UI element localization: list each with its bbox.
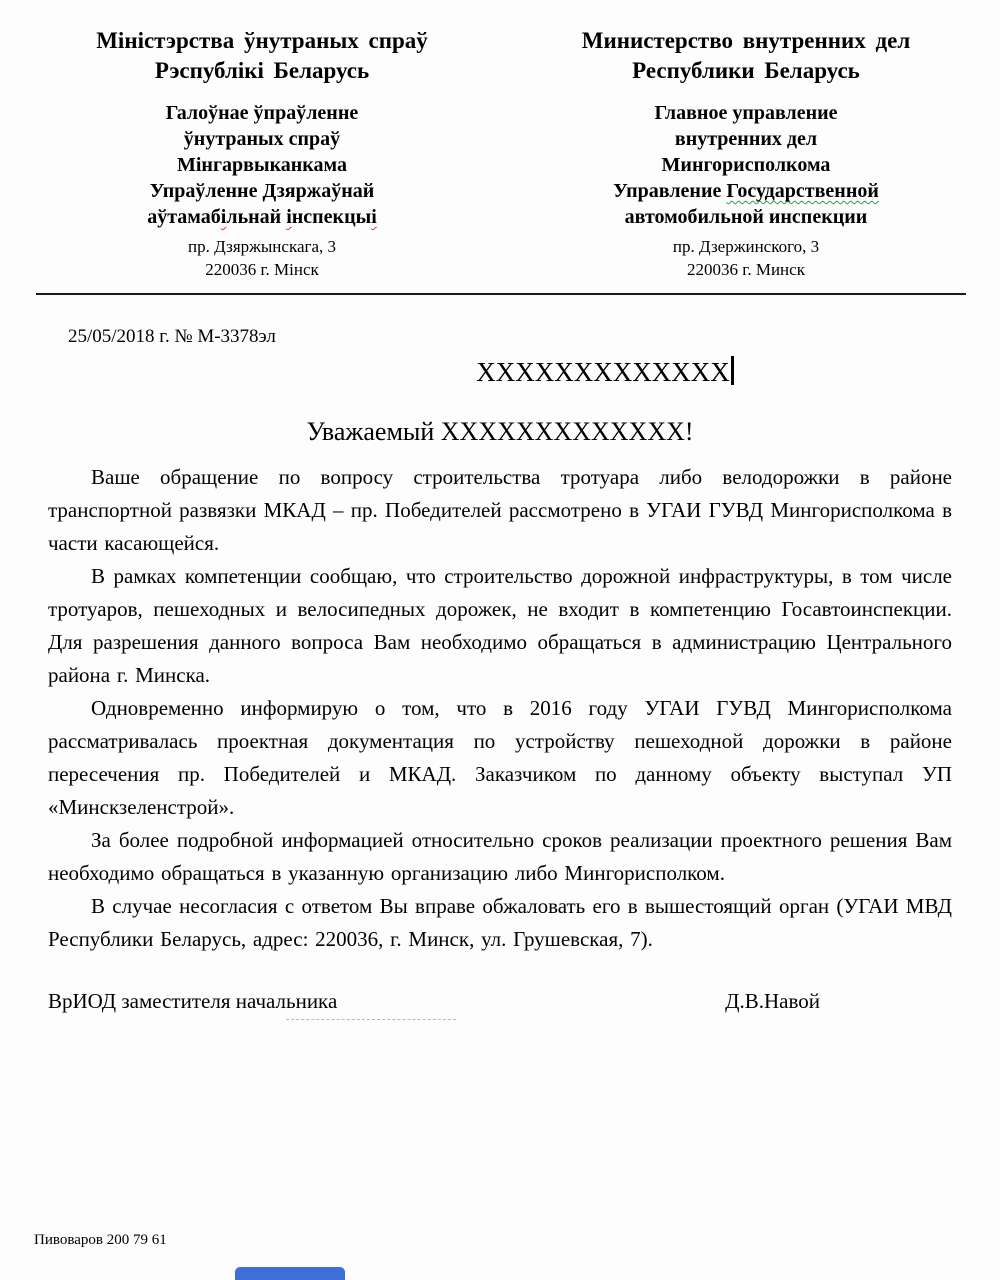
department-block-ru: Главное управление внутренних дел Мингорисполкома Управление Государственной автомобильной инспекции bbox=[613, 102, 879, 228]
paragraph-5: В случае несогласия с ответом Вы вправе обжаловать его в вышестоящий орган (УГАИ МВД Республики Беларусь, адрес: 220036, г. Минск, ул. Грушевская, 7). bbox=[48, 894, 952, 951]
signer-position: ВрИОД заместителя начальника bbox=[48, 986, 337, 1016]
address-by-city: 220036 г. Мінск bbox=[205, 260, 319, 279]
department-block-by: Галоўнае ўпраўленне ўнутраных спраў Мінгарвыканкама Упраўленне Дзяржаўнай аўтамабільнай інспекцыі bbox=[147, 102, 377, 228]
text-cursor bbox=[731, 356, 734, 385]
org-name-by-line-2: Рэспублікі Беларусь bbox=[154, 58, 370, 83]
letterhead-left-column bbox=[36, 26, 488, 281]
paragraph-4: За более подробной информацией относительно сроков реализации проектного решения Вам необходимо обращаться в указанную организацию либо Мингорисполком. bbox=[48, 828, 952, 885]
letterhead bbox=[0, 0, 1000, 281]
recipient-placeholder[interactable] bbox=[105, 353, 1000, 391]
recipient-redacted-text: XXXXXXXXXXXXX bbox=[476, 357, 730, 387]
signer-name: Д.В.Навой bbox=[725, 989, 820, 1013]
letterhead-right-column bbox=[520, 26, 972, 281]
org-name-by-line-1: Міністэрства ўнутраных спраў bbox=[96, 28, 428, 53]
address-block-ru bbox=[520, 235, 972, 281]
paragraph-2: В рамках компетенции сообщаю, что строительство дорожной инфраструктуры, в том числе тротуаров, пешеходных и велосипедных дорожек, не входит в компетенцию Госавтоинспекции. Для разрешения данного вопроса Вам необходимо обращаться в администрацию Центрального района г. Минска. bbox=[48, 564, 952, 687]
address-ru-street: пр. Дзержинского, 3 bbox=[672, 237, 820, 256]
address-block-by bbox=[36, 235, 488, 281]
org-name-ru-line-2: Республики Беларусь bbox=[632, 58, 860, 83]
signature-row bbox=[0, 986, 1000, 1016]
greeting-line: Уважаемый XXXXXXXXXXXXX! bbox=[306, 417, 694, 446]
letterhead-divider bbox=[36, 293, 966, 295]
address-by-street: пр. Дзяржынскага, 3 bbox=[187, 237, 337, 256]
paragraph-3: Одновременно информирую о том, что в 2016 году УГАИ ГУВД Мингорисполкома рассматривалась проектная документация по устройству пешеходной дорожки в районе пересечения пр. Победителей и МКАД. Заказчиком по данному объекту выступал УП «Минскзеленстрой». bbox=[48, 696, 952, 819]
dashed-underline-artifact bbox=[286, 1019, 456, 1020]
taskbar-button-fragment[interactable] bbox=[235, 1267, 345, 1280]
paragraph-1: Ваше обращение по вопросу строительства тротуара либо велодорожки в районе транспортной развязки МКАД – пр. Победителей рассмотрено в УГАИ ГУВД Мингорисполкома в части касающейся. bbox=[48, 465, 952, 555]
address-ru-city: 220036 г. Минск bbox=[687, 260, 805, 279]
executor-contact: Пивоваров 200 79 61 bbox=[34, 1232, 167, 1248]
org-name-ru-line-1: Министерство внутренних дел bbox=[581, 28, 911, 53]
reference-number: 25/05/2018 г. № М-3378эл bbox=[68, 326, 276, 347]
letter-body bbox=[0, 461, 1000, 956]
